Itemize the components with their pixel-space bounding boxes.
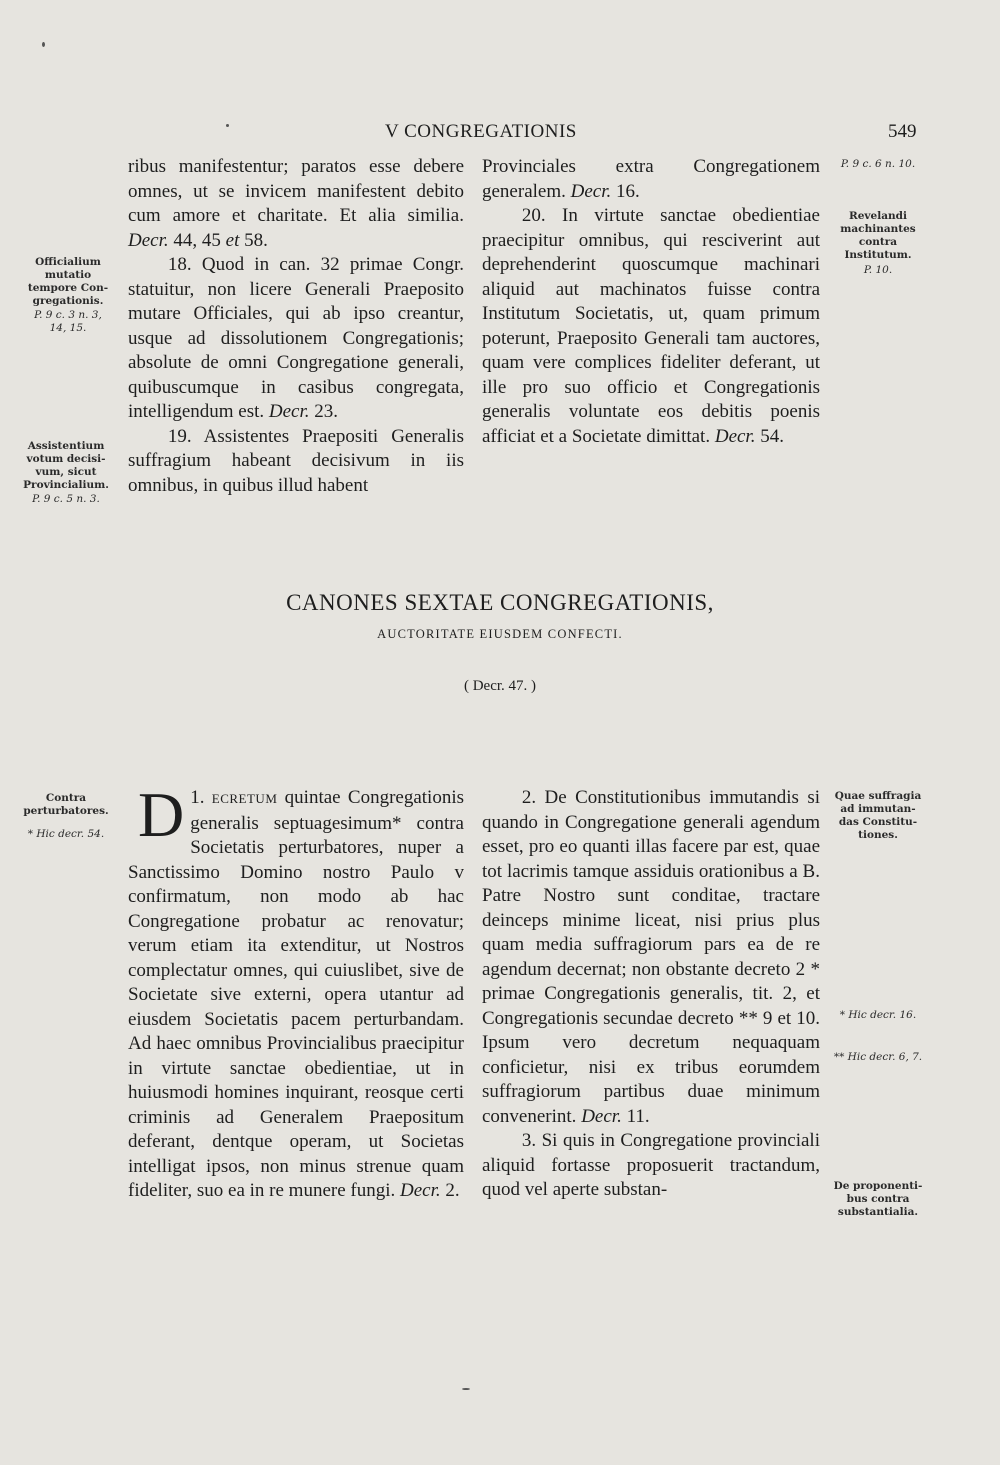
column-bottom-left [128, 779, 464, 1204]
margin-ref-decr16: * Hic decr. 16. [839, 1009, 917, 1021]
scan-speck [226, 124, 229, 127]
section-subtitle: AUCTORITATE EIUSDEM CONFECTI. [377, 627, 623, 641]
scan-speck [462, 1388, 470, 1390]
running-header: V CONGREGATIONIS [385, 121, 577, 142]
margin-ref-decr6-7: ** Hic decr. 6, 7. [833, 1051, 923, 1063]
canon-3: 3. Si quis in Congregatione provinciali aliquid fortasse proposuerit tractandum, quod vel aperte substan- [482, 1130, 820, 1200]
paragraph-20: 20. In virtute sanctae obedientiae praecipitur omnibus, qui resciverint aut deprehenderint quoscumque machinari aliquid aut machinatos fuisse contra Institutum Societatis, ut, quam primum poterunt, Praeposito Generali tam auctores, quam vere complices fideliter deferant, ut ille pro suo officio et Congregationis generalis voluntate eos debitis poenis afficiat et a Societate dimittat. Decr. 54. [482, 205, 820, 447]
section-title: CANONES SEXTAE CONGREGATIONIS, [286, 590, 714, 615]
margin-ref-p10: P. 10. [863, 264, 893, 276]
canon-1: 1. D ECRETUM quintae Congregationis generalis septuagesimum* contra Societatis perturbatores, nuper a Sanctissimo Domino nostro Paulo v confirmatum, non modo ab hac Congregatione probatur ac renovatur; verum etiam ita extenditur, ut Nostros complectatur omnes, qui cuiuslibet, sive de Societate sive externi, opera utantur ad eiusdem Societatis pacem perturbandam. Ad haec omnibus Provincialibus praecipitur in virtute sanctae obedientiae, ut in huiusmodi homines inquirant, reosque certi criminis ad Generalem Praepositum deferant, dentque operam, ut Societas intelligat ipsos, non minus strenue quam fideliter, suo ea in re munere fungi. Decr. 2. [128, 779, 464, 1201]
margin-note-de-proponentibus: De proponenti- bus contra substantialia. [833, 1180, 923, 1218]
section-reference: ( Decr. 47. ) [463, 678, 537, 694]
margin-ref-assistentium: P. 9 c. 5 n. 3. [32, 493, 100, 505]
paragraph-19: 19. Assistentes Praepositi Generalis suffragium habeant decisivum in iis omnibus, in quibus illud habent [128, 425, 464, 496]
margin-note-officialium: Officialium mutatio tempore Con- gregationis. [27, 256, 109, 307]
column-top-right [482, 155, 820, 449]
page-number: 549 [888, 121, 917, 142]
scan-speck [42, 42, 45, 47]
margin-note-contra: Contra perturbatores. [23, 792, 109, 817]
paragraph-continuation-right: Provinciales extra Congregationem generalem. Decr. 16. [482, 156, 820, 202]
column-bottom-right [482, 786, 820, 1203]
paragraph-18: 18. Quod in can. 32 primae Congr. statuitur, non licere Generali Praeposito mutare Officiales, qui ab ipso creantur, usque ad dissolutionem Congregationis; absolute de omni Congregatione generali, quibuscumque in casibus congregata, intelligendum est. Decr. 23. [128, 254, 464, 422]
column-top-left [128, 155, 464, 498]
margin-note-revelandi: Revelandi machinantes contra Institutum. [840, 210, 916, 261]
margin-ref-contra: * Hic decr. 54. [27, 828, 105, 840]
canon-2: 2. De Constitutionibus immutandis si quando in Congregatione generali agendum esset, pro eo quanti illas facere par est, quae tot lacrimis tamque assiduis orationibus a B. Patre Nostro sunt conditae, tractare deinceps minime liceat, nisi prius plus quam media suffragiorum pars ea de re agendum decernat; non obstante decreto 2 * primae Congregationis generalis, tit. 2, et Congregationis secundae decreto ** 9 et 10. Ipsum vero decretum nequaquam conficietur, nisi ex tribus eorumdem suffragiorum partibus duae minimum convenerint. Decr. 11. [482, 787, 820, 1127]
paragraph-continuation: ribus manifestentur; paratos esse debere omnes, ut se invicem manifestent debito cum amore et charitate. Et alia similia. Decr. 44, 45 et 58. [128, 156, 464, 251]
margin-ref-p9c6: P. 9 c. 6 n. 10. [840, 158, 916, 170]
margin-ref-officialium: P. 9 c. 3 n. 3, 14, 15. [34, 309, 102, 334]
drop-cap: D [138, 779, 185, 850]
margin-note-assistentium: Assistentium votum decisi- vum, sicut Provincialium. [23, 440, 109, 491]
margin-note-quae-suffragia: Quae suffragia ad immutan- das Constitu- tiones. [834, 790, 922, 841]
